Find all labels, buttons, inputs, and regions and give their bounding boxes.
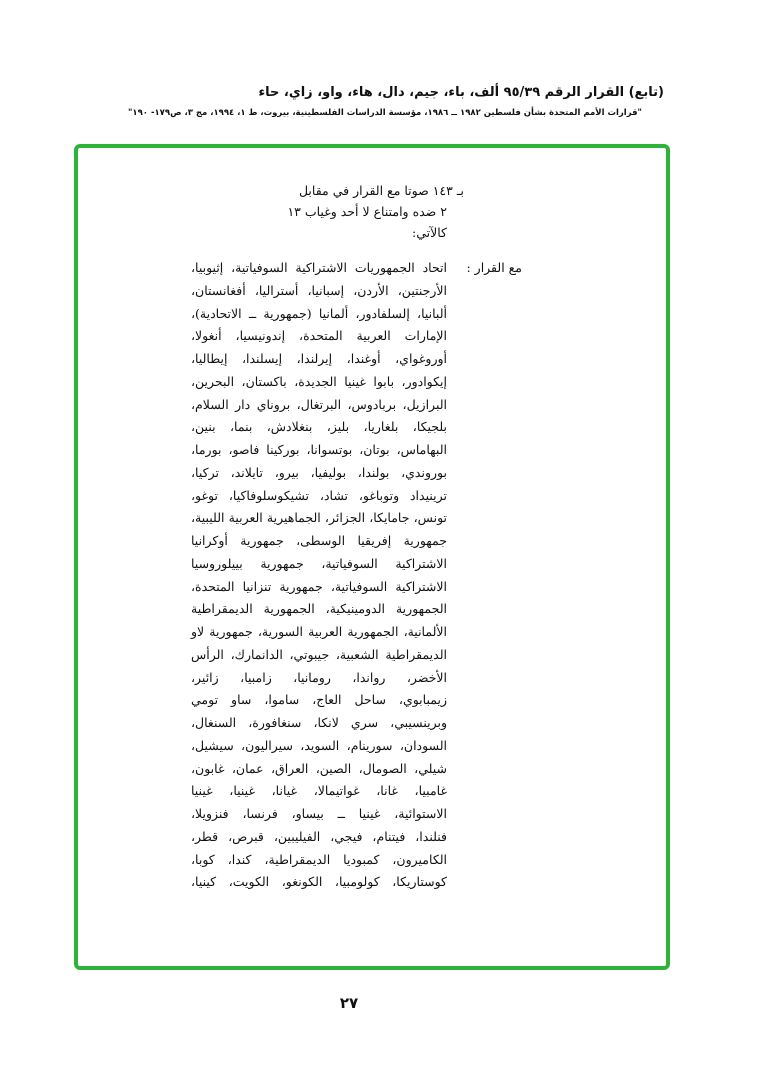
country-list-line: إيكوادور، بابوا غينيا الجديدة، باكستان، البحرين، [191, 373, 447, 389]
country-list-line: فنلندا، فيتنام، فيجي، الفيليبين، قبرص، قطر، [191, 828, 447, 844]
country-list-line: الاشتراكية السوفياتية، جمهورية تنزانيا المتحدة، [191, 578, 447, 594]
vote-summary-line: كالآتي: [412, 225, 447, 240]
in-favour-label: مع القرار : [466, 260, 522, 275]
country-list-line: السودان، سورينام، السويد، سيراليون، سيشيل، [191, 737, 447, 753]
country-list-line: وبرينسيبي، سري لانكا، سنغافورة، السنغال، [191, 715, 447, 730]
country-list-line: ترينيداد وتوباغو، تشاد، تشيكوسلوفاكيا، توغو، [191, 487, 447, 503]
country-list-line: أوروغواي، أوغندا، إيرلندا، إيسلندا، إيطاليا، [191, 351, 447, 366]
country-list-line: زيمبابوي، ساحل العاج، ساموا، ساو تومي [191, 692, 447, 708]
country-list-line: بوروندي، بولندا، بوليفيا، بيرو، تايلاند، تركيا، [191, 464, 447, 480]
country-list-line: الأرجنتين، الأردن، إسبانيا، أستراليا، أفغانستان، [191, 282, 447, 298]
country-list-line: شيلي، الصومال، الصين، العراق، عمان، غابون، [191, 760, 447, 776]
country-list-line: الكاميرون، كمبوديا الديمقراطية، كندا، كوبا، [191, 851, 447, 867]
page-number: ٢٧ [339, 994, 359, 1012]
country-list-line: غامبيا، غانا، غواتيمالا، غيانا، غينيا، غينيا [191, 783, 447, 799]
country-list-line: بلجيكا، بلغاريا، بليز، بنغلادش، بنما، بنين، [191, 419, 447, 435]
country-list-line: البرازيل، بربادوس، البرتغال، بروناي دار السلام، [191, 396, 447, 412]
country-list-line: ألبانيا، إلسلفادور، ألمانيا (جمهورية ــ الاتحادية)، [191, 305, 447, 321]
country-list [191, 257, 447, 894]
country-list-line: الألمانية، الجمهورية العربية السورية، جمهورية لاو [191, 624, 447, 639]
country-list-line: الاستوائية، غينيا ــ بيساو، فرنسا، فنزويلا، [191, 806, 447, 821]
country-list-line: البهاماس، بوتان، بوتسوانا، بوركينا فاصو، بورما، [191, 442, 447, 457]
country-list-line: الأخضر، رواندا، رومانيا، زامبيا، زائير، [191, 669, 447, 685]
country-list-line: الإمارات العربية المتحدة، إندونيسيا، أنغولا، [191, 328, 447, 344]
vote-summary [196, 180, 464, 243]
country-list-line: اتحاد الجمهوريات الاشتراكية السوفياتية، إثيوبيا، [191, 260, 447, 275]
country-list-line: الجمهورية الدومينيكية، الجمهورية الديمقراطية [191, 601, 447, 617]
page-header-title: (تابع) القرار الرقم ٩٥/٣٩ ألف، باء، جيم، دال، هاء، واو، زاي، حاء [258, 85, 664, 100]
vote-summary-line: ٢ ضده وامتناع لا أحد وغياب ١٣ [287, 204, 447, 219]
page-header-source: "قرارات الأمم المتحدة بشأن فلسطين ١٩٨٢ ــ ١٩٨٦، مؤسسة الدراسات الفلسطينية، بيروت، ط ١، ١٩٩٤، مج ٣، ص١٧٩- ١٩٠" [127, 108, 642, 118]
vote-summary-line: بـ ١٤٣ صوتا مع القرار في مقابل [298, 183, 464, 198]
country-list-line: الديمقراطية الشعبية، جيبوتي، الدانمارك، الرأس [191, 646, 447, 662]
country-list-line: كوستاريكا، كولومبيا، الكونغو، الكويت، كينيا، [191, 874, 447, 890]
country-list-line: تونس، جامايكا، الجزائر، الجماهيرية العربية الليبية، [191, 510, 447, 526]
country-list-line: جمهورية إفريقيا الوسطى، جمهورية أوكرانيا [191, 533, 447, 548]
country-list-line: الاشتراكية السوفياتية، جمهورية بييلوروسيا [191, 555, 447, 571]
